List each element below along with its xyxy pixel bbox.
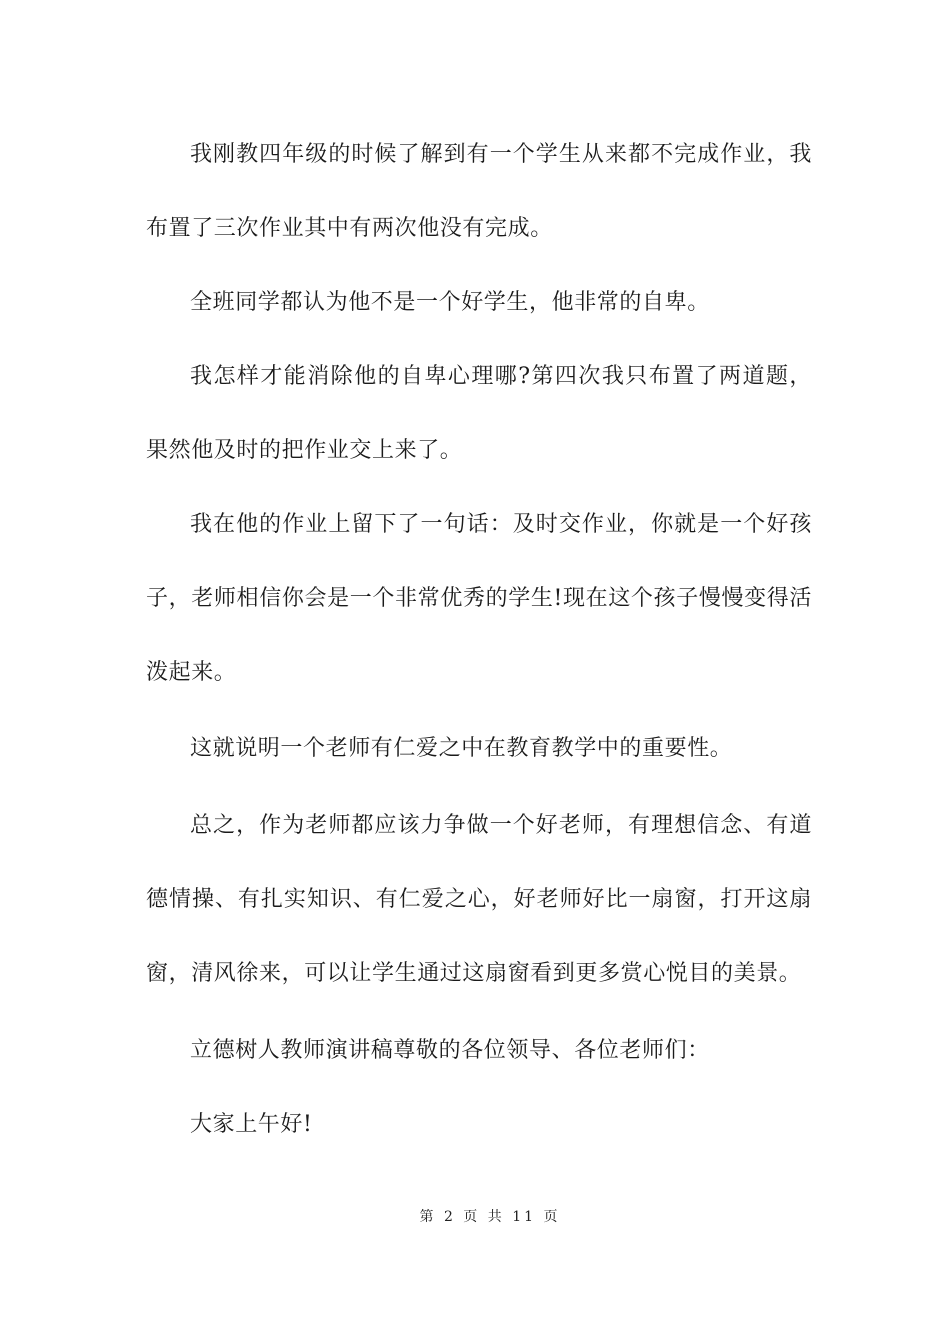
paragraph-8: 大家上午好! <box>190 1112 313 1137</box>
page-footer <box>0 1206 950 1226</box>
paragraph-6: 总之，作为老师都应该力争做一个好老师，有理想信念、有道德情操、有扎实知识、有仁爱之心，好老师好比一扇窗，打开这扇窗，清风徐来，可以让学生通过这扇窗看到更多赏心悦目的美景。 <box>146 813 812 986</box>
paragraph-3: 我怎样才能消除他的自卑心理哪?第四次我只布置了两道题，果然他及时的把作业交上来了。 <box>146 364 812 463</box>
paragraph-7: 立德树人教师演讲稿尊敬的各位领导、各位老师们： <box>190 1038 710 1063</box>
paragraph-2: 全班同学都认为他不是一个好学生，他非常的自卑。 <box>190 290 710 315</box>
paragraph-4: 我在他的作业上留下了一句话：及时交作业，你就是一个好孩子，老师相信你会是一个非常优秀的学生!现在这个孩子慢慢变得活泼起来。 <box>146 512 812 685</box>
paragraph-1: 我刚教四年级的时候了解到有一个学生从来都不完成作业，我布置了三次作业其中有两次他没有完成。 <box>146 142 812 241</box>
paragraph-5: 这就说明一个老师有仁爱之中在教育教学中的重要性。 <box>190 736 733 761</box>
page-number: 第 2 页 共 11 页 <box>419 1209 561 1225</box>
